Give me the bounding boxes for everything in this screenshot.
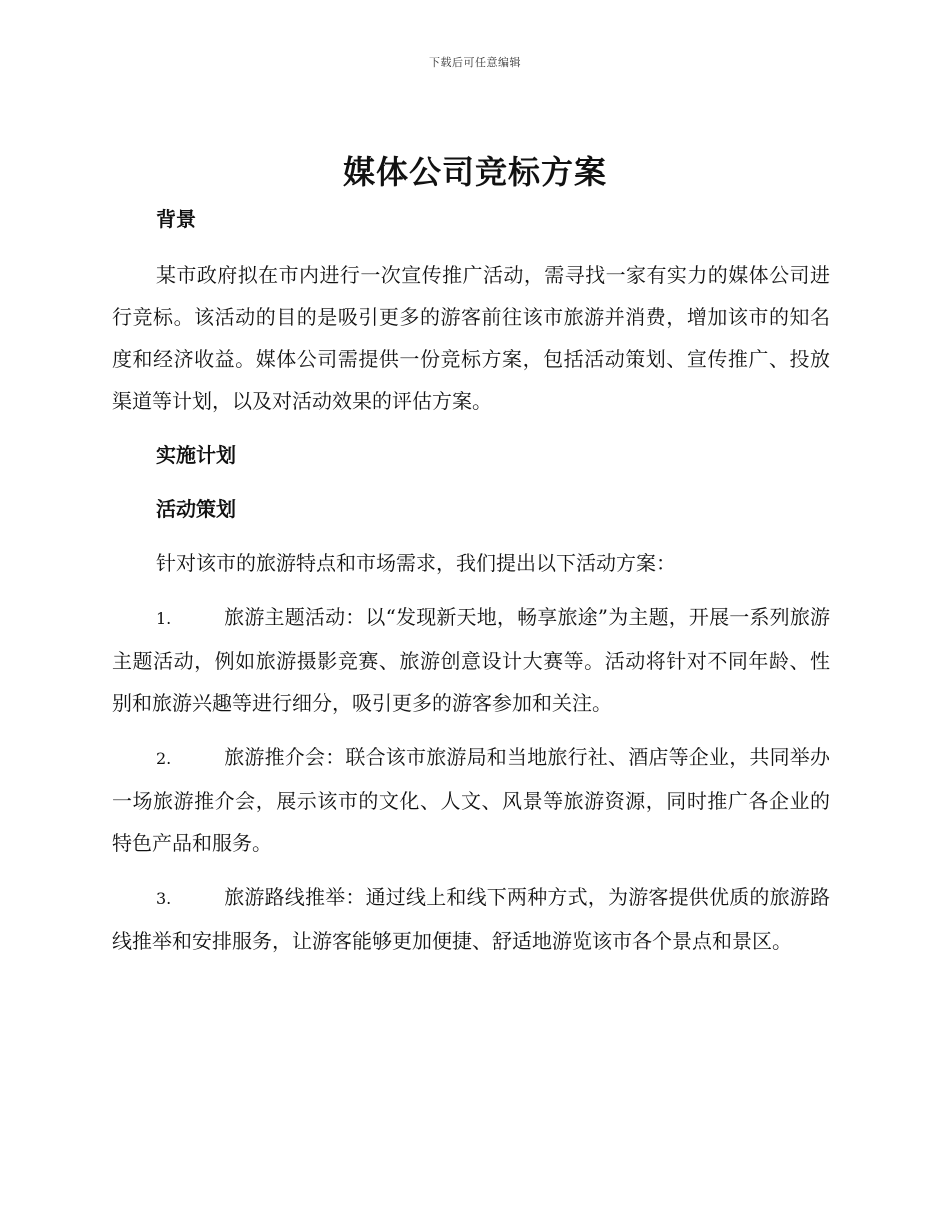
list-item-number: 3. bbox=[156, 889, 172, 908]
list-item-text: 旅游路线推举：通过线上和线下两种方式，为游客提供优质的旅游路线推举和安排服务，让游客能够更加便捷、舒适地游览该市各个景点和景区。 bbox=[112, 885, 830, 953]
list-item-number: 2. bbox=[156, 749, 172, 768]
list-item-number: 1. bbox=[156, 609, 172, 628]
list-item-text: 旅游推介会：联合该市旅游局和当地旅行社、酒店等企业，共同举办一场旅游推介会，展示该市的文化、人文、风景等旅游资源，同时推广各企业的特色产品和服务。 bbox=[112, 745, 830, 855]
document-body bbox=[112, 198, 830, 962]
list-item bbox=[112, 876, 830, 962]
background-heading: 背景 bbox=[156, 207, 196, 231]
activity-heading: 活动策划 bbox=[156, 497, 236, 521]
spacer bbox=[112, 422, 830, 434]
spacer bbox=[112, 240, 830, 254]
background-paragraph: 某市政府拟在市内进行一次宣传推广活动，需寻找一家有实力的媒体公司进行竞标。该活动的目的是吸引更多的游客前往该市旅游并消费，增加该市的知名度和经济收益。媒体公司需提供一份竞标方案，包括活动策划、宣传推广、投放渠道等计划，以及对活动效果的评估方案。 bbox=[112, 263, 830, 413]
spacer bbox=[112, 724, 830, 736]
document-title: 媒体公司竞标方案 bbox=[342, 153, 607, 191]
spacer bbox=[112, 584, 830, 596]
page-header-note: 下载后可任意编辑 bbox=[429, 56, 521, 69]
list-item bbox=[112, 596, 830, 724]
activity-intro-paragraph: 针对该市的旅游特点和市场需求，我们提出以下活动方案： bbox=[156, 551, 676, 575]
list-item bbox=[112, 736, 830, 864]
spacer bbox=[112, 864, 830, 876]
spacer bbox=[112, 476, 830, 488]
spacer bbox=[112, 530, 830, 542]
plan-heading: 实施计划 bbox=[156, 443, 236, 467]
list-item-text: 旅游主题活动：以“发现新天地，畅享旅途”为主题，开展一系列旅游主题活动，例如旅游摄影竞赛、旅游创意设计大赛等。活动将针对不同年龄、性别和旅游兴趣等进行细分，吸引更多的游客参加和关注。 bbox=[112, 605, 830, 715]
